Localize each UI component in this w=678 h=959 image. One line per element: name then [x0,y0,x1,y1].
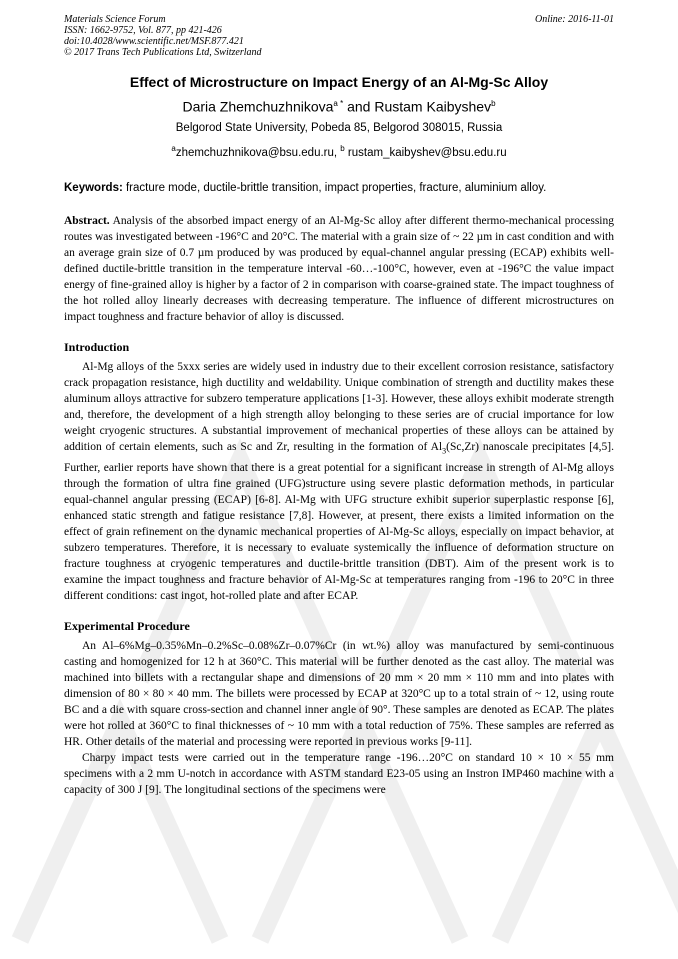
author-1: Daria Zhemchuzhnikova [182,98,334,115]
keywords [64,181,614,195]
experimental-paragraph-1: An Al–6%Mg–0.35%Mn–0.2%Sc–0.08%Zr–0.07%Cr (in wt.%) alloy was manufactured by semi-continuous casting and homogenized for 12 h at 360°C. This material will be further denoted as the cast alloy. The material was machined into billets with a rectangular shape and dimensions of 20 mm × 20 mm × 110 mm and into plates with dimension of 80 × 80 × 40 mm. The billets were processed by ECAP at 320°C up to a total strain of ~ 12, using route BC and a die with square cross-section and channel inner angle of 90°. These samples are denoted as ECAP. The plates were hot rolled at 360°C to final thicknesses of ~ 10 mm with a total reduction of 75%. These samples are referred as HR. Other details of the material and processing were reported in previous works [9-11]. [64,639,614,748]
author-and: and [343,98,375,115]
journal-doi: doi:10.4028/www.scientific.net/MSF.877.421 [64,36,244,47]
email-line [64,142,614,160]
journal-copyright: © 2017 Trans Tech Publications Ltd, Switzerland [64,47,262,58]
online-date: Online: 2016-11-01 [535,14,614,25]
journal-name: Materials Science Forum [64,14,166,25]
keywords-label: Keywords: [64,182,123,195]
email-a[interactable]: zhemchuzhnikova@bsu.edu.ru [175,146,334,159]
abstract-label: Abstract. [64,215,110,228]
email-b-sup: b [340,143,345,153]
experimental-heading: Experimental Procedure [64,618,190,633]
title-block [64,74,614,159]
keywords-text: fracture mode, ductile-brittle transition, impact properties, fracture, aluminium alloy. [122,182,547,195]
intro-subscript: 3 [442,446,447,456]
experimental-paragraph-2: Charpy impact tests were carried out in the temperature range -196…20°C on standard 10 × 10 × 55 mm specimens with a 2 mm U-notch in accordance with ASTM standard E23-05 using an Instron IMP460 machine with a capacity of 300 J [9]. The longitudinal sections of the specimens were [64,751,614,796]
abstract [64,213,614,325]
journal-header [64,14,614,58]
email-a-sup: a [171,143,176,153]
journal-issn: ISSN: 1662-9752, Vol. 877, pp 421-426 [64,25,222,36]
author-1-sup: a * [333,99,344,108]
email-b[interactable]: rustam_kaibyshev@bsu.edu.ru [344,146,507,159]
introduction-paragraph [64,359,614,603]
abstract-text: Analysis of the absorbed impact energy of an Al-Mg-Sc alloy after different thermo-mechanical processing routes was investigated between -196°C and 20°C. The material with a grain size of ~ 22 µm in cast condition and with an average grain size of 0.7 µm produced by was produced by equal-channel angular pressing (ECAP) exhibits well-defined ductile-brittle transition in the temperature interval -60…-100°C, however, even at -196°C the value impact energy of fine-grained alloy is higher by a factor of 2 in comparison with coarse-grained state. The impact toughness of the hot rolled alloy linearly decreases with decreasing temperature. The influence of different microstructures on impact toughness and fracture behavior of alloy is discussed. [64,215,614,324]
author-2: Rustam Kaibyshev [374,98,492,115]
affiliation: Belgorod State University, Pobeda 85, Belgorod 308015, Russia [175,121,503,134]
journal-info [64,14,262,58]
author-line [64,95,614,116]
introduction-heading: Introduction [64,340,130,355]
paper-title: Effect of Microstructure on Impact Energy of an Al-Mg-Sc Alloy [129,74,549,90]
email-separator: , [333,146,341,159]
author-2-sup: b [491,99,496,108]
intro-text-a: Al-Mg alloys of the 5xxx series are widely used in industry due to their excellent corrosion resistance, satisfactory crack propagation resistance, high ductility and weldability. Unique combination of strength and ductility makes these aluminum alloys attractive for subzero temperature applications [1-3]. However, these alloys exhibit moderate strength and, therefore, the development of a high strength alloy belonging to these series are of crucial importance for low weight cryogenic structures. A substantial improvement of mechanical properties of these alloys can be attained by addition of certain elements, such as Sc and Zr, resulting in the formation of Al [64,361,614,454]
intro-text-b: (Sc,Zr) nanoscale precipitates [4,5]. Further, earlier reports have shown that there is a great potential for a significant increase in strength of Al-Mg alloys through the formation of ultra fine grained (UFG)structure using severe plastic deformation methods, in particular equal-channel angular pressing (ECAP) [6-8]. Al-Mg with UFG structure exhibit superior superplastic response [6], enhanced static strength and fatigue resistance [7,8]. However, at present, there exists a limited information on the effect of grain refinement on the dynamic mechanical properties of Al-Mg-Sc alloys, especially on impact behavior, at subzero temperatures. Therefore, it is necessary to evaluate systemically the influence of deformation structure on fracture toughness at cryogenic temperatures and ductile-brittle transition (DBT). Aim of the present work is to examine the impact toughness and fracture behavior of Al-Mg-Sc at temperatures ranging from -196 to 20°C in three different conditions: cast ingot, hot-rolled plate and after ECAP. [64,441,614,602]
